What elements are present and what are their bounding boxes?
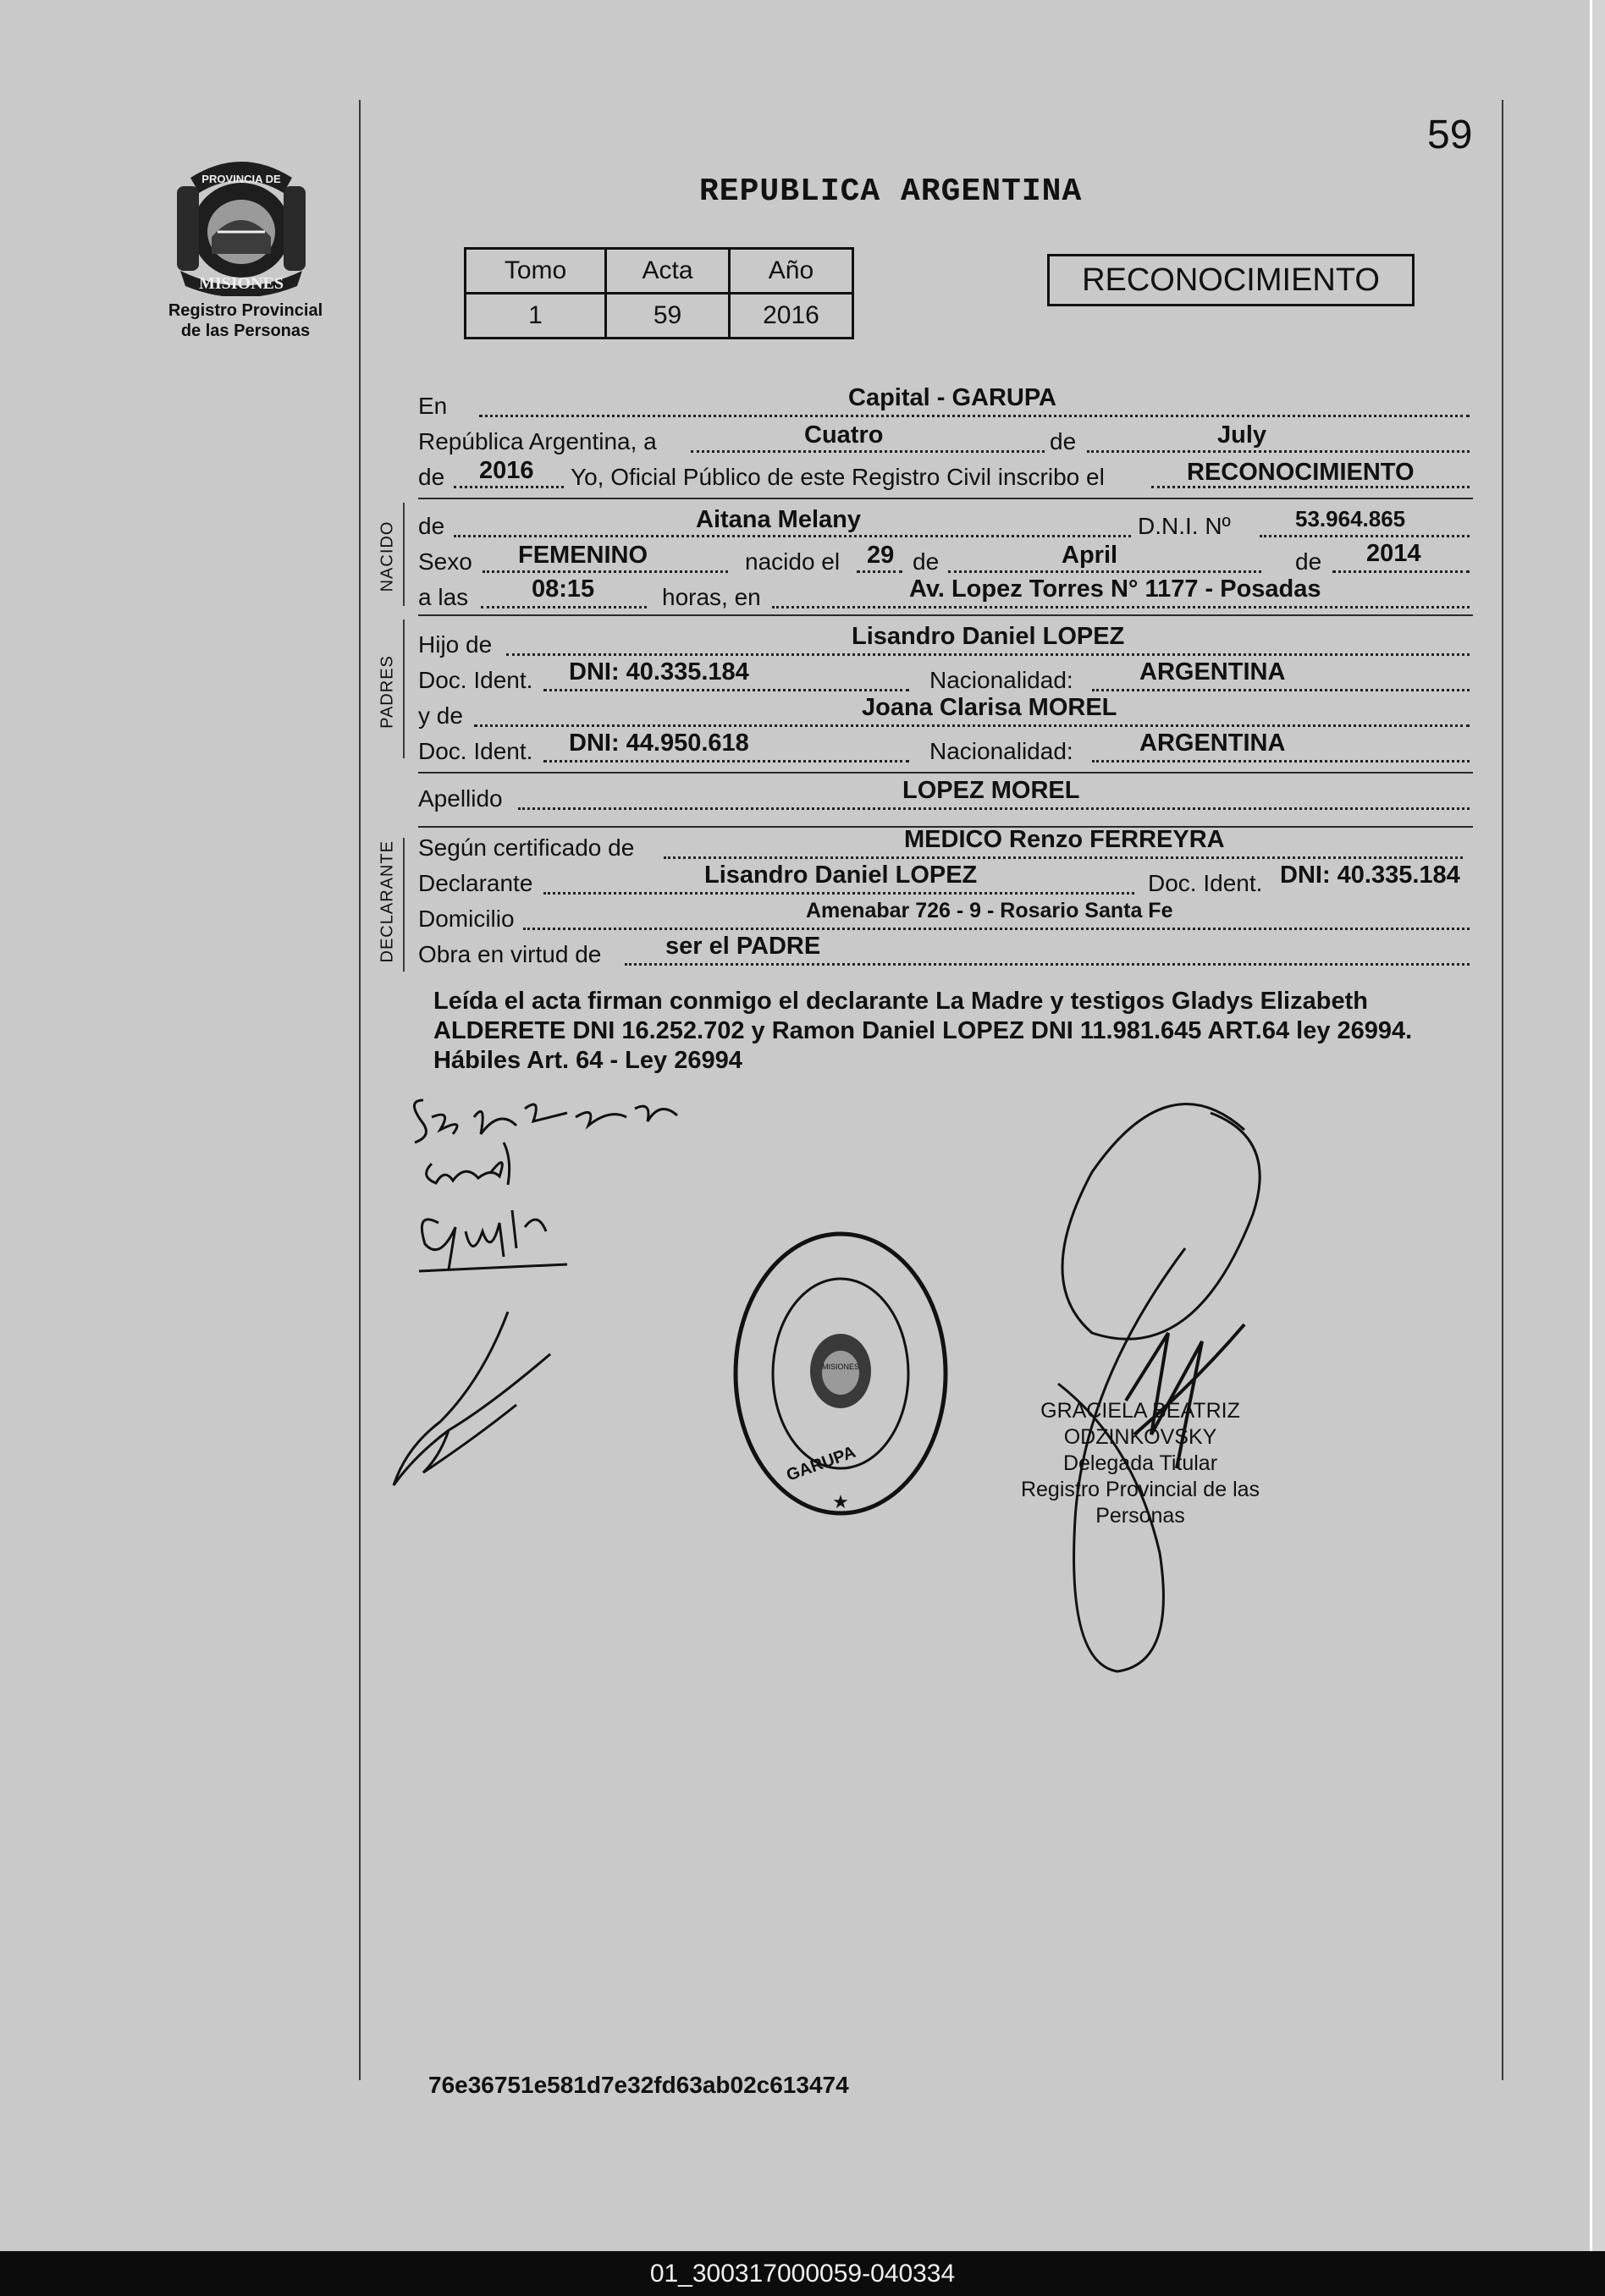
dotted-line xyxy=(1332,570,1470,573)
dotted-line xyxy=(1087,450,1470,453)
dotted-line xyxy=(454,535,1131,537)
table-value-row xyxy=(466,294,853,339)
country-title: REPUBLICA ARGENTINA xyxy=(699,173,1083,210)
en-label: En xyxy=(418,393,448,419)
province-coat-of-arms-logo xyxy=(165,152,317,296)
time-value: 08:15 xyxy=(532,575,595,603)
child-name-value: Aitana Melany xyxy=(696,506,861,533)
nacionalidad-label: Nacionalidad: xyxy=(929,667,1073,693)
dotted-line xyxy=(625,963,1470,966)
registry-stamp xyxy=(730,1227,951,1520)
nacido-bracket xyxy=(403,503,405,606)
child-dni-value: 53.964.865 xyxy=(1295,506,1406,531)
official-name: GRACIELA BEATRIZ ODZINKOVSKY xyxy=(1040,1399,1240,1449)
registry-name xyxy=(144,300,347,341)
de-label: de xyxy=(1295,548,1322,575)
nacido-el-label: nacido el xyxy=(745,548,841,575)
intro-row-date xyxy=(418,423,1590,457)
republica-label: República Argentina, a xyxy=(418,428,657,454)
dotted-line xyxy=(543,892,1134,895)
horas-label: horas, en xyxy=(662,584,761,610)
dotted-line xyxy=(479,415,1470,417)
padres-row-mother xyxy=(418,694,1590,731)
document-hash: 76e36751e581d7e32fd63ab02c613474 xyxy=(428,2072,849,2098)
father-name-value: Lisandro Daniel LOPEZ xyxy=(852,623,1125,650)
declarante-row-domicilio xyxy=(418,900,1590,934)
sexo-label: Sexo xyxy=(418,548,472,575)
certificado-label: Según certificado de xyxy=(418,834,635,861)
hijo-de-label: Hijo de xyxy=(418,631,493,658)
nacido-row-name xyxy=(418,508,1590,542)
de-label: de xyxy=(418,513,445,539)
nacido-row-sex xyxy=(418,540,1590,577)
svg-text:MISIONES: MISIONES xyxy=(821,1363,860,1371)
official-signature xyxy=(999,1079,1287,1697)
father-nationality-value: ARGENTINA xyxy=(1139,658,1286,685)
domicilio-value: Amenabar 726 - 9 - Rosario Santa Fe xyxy=(806,899,1173,922)
dotted-line xyxy=(523,928,1470,930)
y-de-label: y de xyxy=(418,702,463,729)
oficial-text: Yo, Oficial Público de este Registro Civil inscribo el xyxy=(571,464,1105,490)
de-label: de xyxy=(1050,428,1077,454)
dotted-line xyxy=(454,486,564,488)
dotted-line xyxy=(518,807,1470,810)
act-type-box: RECONOCIMIENTO xyxy=(1047,254,1415,306)
dotted-line xyxy=(691,450,1045,453)
official-office: Registro Provincial de las Personas xyxy=(1020,1478,1260,1528)
dotted-line xyxy=(1092,689,1470,691)
intro-row-place xyxy=(418,384,1590,421)
svg-text:PROVINCIA DE: PROVINCIA DE xyxy=(201,173,281,185)
act-type-value: RECONOCIMIENTO xyxy=(1187,459,1415,486)
nacionalidad-label: Nacionalidad: xyxy=(929,738,1073,764)
declarante-bracket xyxy=(403,838,405,972)
doc-ident-label: Doc. Ident. xyxy=(418,667,533,693)
ano-value: 2016 xyxy=(730,294,853,339)
padres-section-label: PADRES xyxy=(378,655,397,729)
dni-label: D.N.I. Nº xyxy=(1138,513,1231,539)
domicilio-label: Domicilio xyxy=(418,906,515,932)
declarante-name-value: Lisandro Daniel LOPEZ xyxy=(704,862,978,889)
declarante-doc-value: DNI: 40.335.184 xyxy=(1280,862,1460,889)
page-number: 59 xyxy=(1427,113,1473,157)
declarante-row-name xyxy=(418,862,1590,899)
ano-header: Año xyxy=(730,249,853,294)
apellido-row xyxy=(418,777,1590,814)
mother-nationality-value: ARGENTINA xyxy=(1139,730,1286,757)
nacido-row-time xyxy=(418,575,1590,613)
birth-month-value: April xyxy=(1062,542,1118,569)
padres-row-father xyxy=(418,623,1590,660)
dotted-line xyxy=(772,606,1470,608)
section-divider xyxy=(418,498,1473,499)
padres-row-mother-doc xyxy=(418,730,1590,767)
registry-name-line-1: Registro Provincial xyxy=(168,301,323,320)
tomo-value: 1 xyxy=(466,294,606,339)
apellido-value: LOPEZ MOREL xyxy=(902,777,1080,804)
official-signature-block xyxy=(1001,1398,1280,1529)
section-divider xyxy=(418,614,1473,616)
dotted-line xyxy=(483,570,728,573)
dotted-line xyxy=(948,570,1261,573)
svg-text:★: ★ xyxy=(832,1491,849,1512)
apellido-label: Apellido xyxy=(418,785,503,812)
dotted-line xyxy=(543,689,909,691)
birth-day-value: 29 xyxy=(867,542,895,569)
official-title: Delegada Titular xyxy=(1062,1451,1218,1475)
mother-name-value: Joana Clarisa MOREL xyxy=(862,694,1117,721)
month-value: July xyxy=(1217,421,1267,449)
doc-ident-label: Doc. Ident. xyxy=(418,738,533,764)
cert-value: MEDICO Renzo FERREYRA xyxy=(904,826,1225,853)
father-doc-value: DNI: 40.335.184 xyxy=(569,658,749,685)
svg-text:MISIONES: MISIONES xyxy=(198,274,284,293)
registry-name-line-2: de las Personas xyxy=(180,322,311,340)
declarante-row-obra xyxy=(418,933,1590,970)
obra-value: ser el PADRE xyxy=(665,933,821,960)
closing-statement: Leída el acta firman conmigo el declarante La Madre y testigos Gladys Elizabeth ALDERETE DNI 16.252.702 y Ramon Daniel LOPEZ DNI 11.981.645 ART.64 ley 26994. Hábiles Art. 64 - Ley 26994 xyxy=(433,988,1413,1074)
dotted-line xyxy=(1260,535,1470,537)
dotted-line xyxy=(857,570,902,573)
dotted-line xyxy=(1092,760,1470,763)
birth-place-value: Av. Lopez Torres N° 1177 - Posadas xyxy=(909,575,1321,603)
dotted-line xyxy=(506,653,1470,656)
declarante-label: Declarante xyxy=(418,870,533,896)
stamp-location-text: GARUPA xyxy=(784,1442,858,1485)
doc-ident-label: Doc. Ident. xyxy=(1148,870,1263,896)
birth-year-value: 2014 xyxy=(1366,540,1421,567)
day-value: Cuatro xyxy=(804,421,884,449)
tomo-acta-ano-table xyxy=(464,247,854,339)
tomo-header: Tomo xyxy=(466,249,606,294)
section-divider xyxy=(418,772,1473,774)
acta-header: Acta xyxy=(606,249,730,294)
padres-bracket xyxy=(403,619,405,758)
declarante-row-cert xyxy=(418,826,1590,863)
dotted-line xyxy=(474,724,1470,727)
a-las-label: a las xyxy=(418,584,469,610)
handwritten-signatures xyxy=(372,1083,762,1523)
acta-value: 59 xyxy=(606,294,730,339)
de-label: de xyxy=(913,548,940,575)
sex-value: FEMENINO xyxy=(518,542,648,569)
table-header-row xyxy=(466,249,853,294)
declarante-section-label: DECLARANTE xyxy=(378,840,397,963)
year-value: 2016 xyxy=(479,457,534,484)
dotted-line xyxy=(664,856,1463,859)
dotted-line xyxy=(543,760,909,763)
obra-label: Obra en virtud de xyxy=(418,941,602,967)
left-margin-line xyxy=(359,100,361,2080)
padres-row-father-doc xyxy=(418,658,1590,696)
dotted-line xyxy=(481,606,647,608)
intro-row-year xyxy=(418,459,1590,493)
place-value: Capital - GARUPA xyxy=(848,384,1056,411)
mother-doc-value: DNI: 44.950.618 xyxy=(569,730,749,757)
footer-id-strip: 01_300317000059-040334 xyxy=(0,2251,1605,2296)
de2-label: de xyxy=(418,464,445,490)
nacido-section-label: NACIDO xyxy=(378,520,397,592)
